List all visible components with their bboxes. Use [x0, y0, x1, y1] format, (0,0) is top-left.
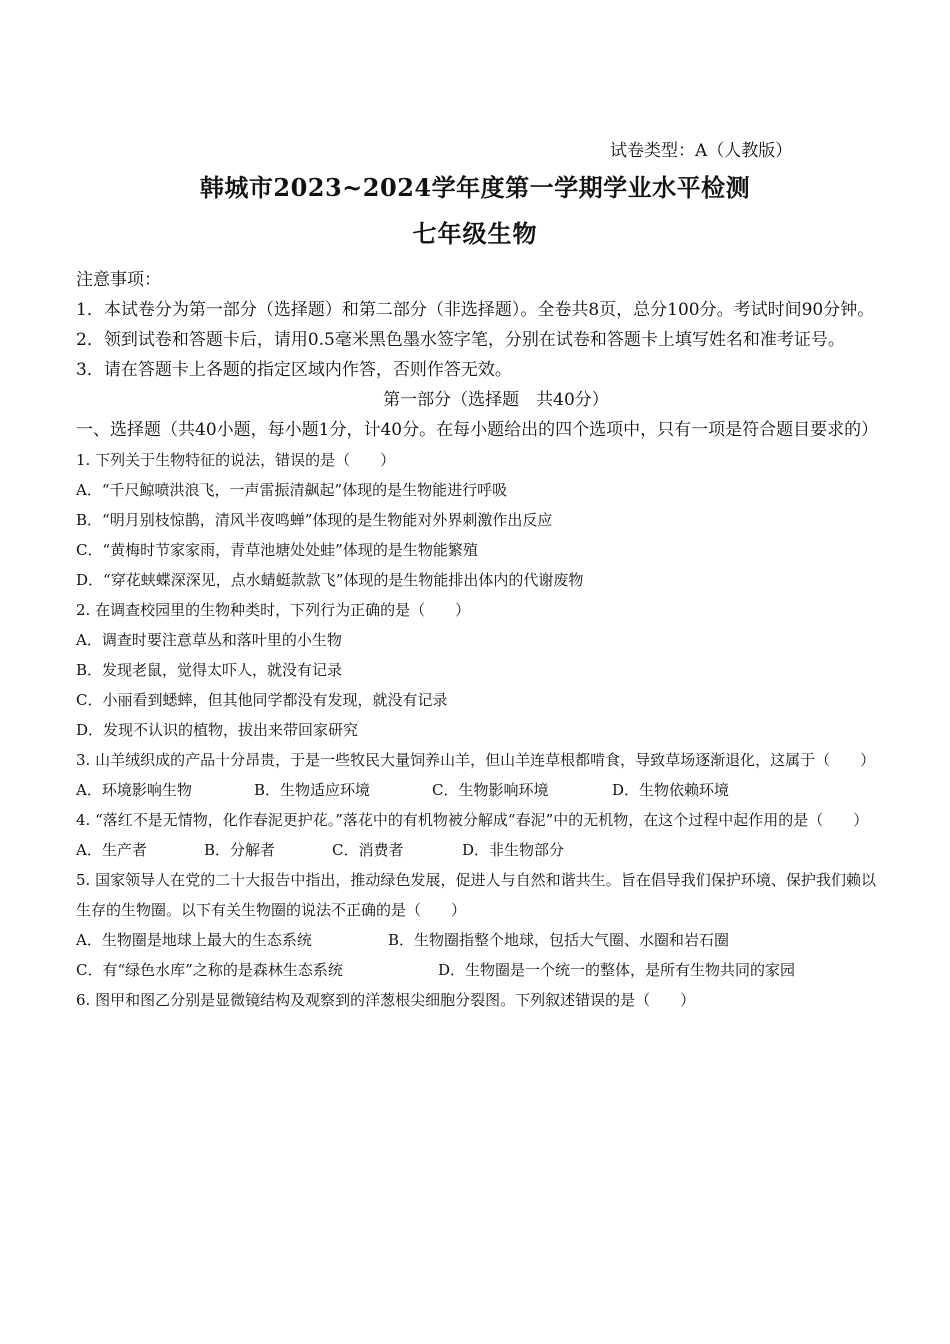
- option-c: C．消费者: [332, 841, 404, 859]
- question-3: [76, 745, 876, 805]
- option-a: A．调查时要注意草丛和落叶里的小生物: [76, 631, 342, 649]
- question-stem: 4. “落红不是无情物，化作春泥更护花。”落花中的有机物被分解成“春泥”中的无机物，在这个过程中起作用的是（ ）: [76, 811, 869, 829]
- notice-item: 3．请在答题卡上各题的指定区域内作答，否则作答无效。: [76, 360, 512, 380]
- option-c: C．生物影响环境: [432, 781, 549, 799]
- option-a: A．生物圈是地球上最大的生态系统: [76, 931, 312, 949]
- option-row: [76, 835, 876, 865]
- option-d: D．生物依赖环境: [612, 781, 730, 799]
- option-a: A．生产者: [76, 841, 147, 859]
- option-row: [76, 925, 876, 955]
- question-stem: 6. 图甲和图乙分别是显微镜结构及观察到的洋葱根尖细胞分裂图。下列叙述错误的是（ ）: [76, 991, 696, 1009]
- option-d: D．“穿花蛱蝶深深见，点水蜻蜓款款飞”体现的是生物能排出体内的代谢废物: [76, 571, 584, 589]
- option-b: B．生物圈指整个地球，包括大气圈、水圈和岩石圈: [388, 931, 730, 949]
- option-c: C．有“绿色水库”之称的是森林生态系统: [76, 961, 343, 979]
- question-6: [76, 985, 876, 1015]
- option-b: B．“明月别枝惊鹊，清风半夜鸣蝉”体现的是生物能对外界刺激作出反应: [76, 511, 553, 529]
- part1-heading: 第一部分（选择题 共40分）: [383, 390, 609, 410]
- paper-type-label: 试卷类型：A（人教版）: [610, 141, 793, 161]
- option-row: [76, 955, 876, 985]
- notice-section: [76, 265, 876, 385]
- option-b: B．生物适应环境: [254, 781, 371, 799]
- question-stem: 1. 下列关于生物特征的说法，错误的是（ ）: [76, 451, 396, 469]
- part1-instruction: 一、选择题（共40小题，每小题1分，计40分。在每小题给出的四个选项中，只有一项是符合题目要求的）: [76, 420, 879, 440]
- option-a: A．环境影响生物: [76, 781, 192, 799]
- option-c: C．“黄梅时节家家雨，青草池塘处处蛙”体现的是生物能繁殖: [76, 541, 478, 559]
- option-d: D．生物圈是一个统一的整体，是所有生物共同的家园: [438, 961, 796, 979]
- option-a: A．“千尺鲸喷洪浪飞，一声雷振清飙起”体现的是生物能进行呼吸: [76, 481, 508, 499]
- option-b: B．发现老鼠，觉得太吓人，就没有记录: [76, 661, 343, 679]
- exam-title: 韩城市2023~2024学年度第一学期学业水平检测: [199, 173, 751, 202]
- question-stem: 2. 在调查校园里的生物种类时，下列行为正确的是（ ）: [76, 601, 471, 619]
- option-row: [76, 775, 876, 805]
- option-b: B．分解者: [204, 841, 276, 859]
- question-4: [76, 805, 876, 865]
- question-stem: 5. 国家领导人在党的二十大报告中指出，推动绿色发展，促进人与自然和谐共生。旨在倡导我们保护环境、保护我们赖以生存的生物圈。以下有关生物圈的说法不正确的是（ ）: [76, 871, 876, 919]
- question-stem: 3. 山羊绒织成的产品十分昂贵，于是一些牧民大量饲养山羊，但山羊连草根都啃食，导致草场逐渐退化，这属于（ ）: [76, 751, 876, 769]
- exam-body: [76, 265, 879, 1015]
- question-1: [76, 445, 876, 595]
- subject-title: 七年级生物: [412, 219, 538, 248]
- option-c: C．小丽看到蟋蟀，但其他同学都没有发现，就没有记录: [76, 691, 448, 709]
- notice-item: 1．本试卷分为第一部分（选择题）和第二部分（非选择题）。全卷共8页，总分100分。考试时间90分钟。: [76, 300, 875, 320]
- option-d: D．发现不认识的植物，拔出来带回家研究: [76, 721, 359, 739]
- option-d: D．非生物部分: [462, 841, 565, 859]
- notice-heading: 注意事项：: [76, 270, 161, 290]
- question-5: [76, 865, 876, 985]
- question-2: [76, 595, 876, 745]
- notice-item: 2．领到试卷和答题卡后，请用0.5毫米黑色墨水签字笔，分别在试卷和答题卡上填写姓名和准考证号。: [76, 330, 845, 350]
